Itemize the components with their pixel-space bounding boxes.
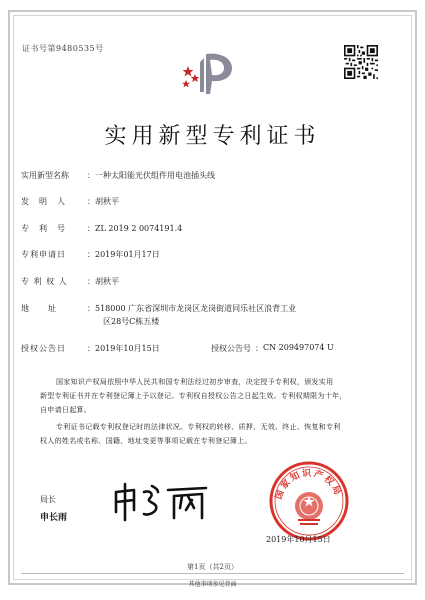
address-row: 地 址 ：518000 广东省深圳市龙岗区龙岗街道同乐社区浪背工业 区28号C栋五楼 bbox=[21, 304, 297, 326]
signer-name: 申长雨 bbox=[40, 513, 68, 523]
field-label: 授权公告号 bbox=[211, 344, 251, 353]
cnipa-logo-icon bbox=[176, 48, 240, 96]
field-label: 地 址 bbox=[21, 304, 57, 313]
certificate-number: 证书号第9480535号 bbox=[22, 44, 104, 53]
filing-date-row: 专利申请日 ：2019年01月17日 bbox=[21, 250, 160, 259]
field-label: 发 明 人 bbox=[21, 197, 66, 206]
footer-divider bbox=[21, 573, 404, 574]
field-label: 实用新型名称 bbox=[21, 171, 69, 180]
qr-code-icon bbox=[344, 45, 378, 79]
grant-statement bbox=[40, 375, 385, 417]
paragraph-line: 权人的姓名或名称、国籍、地址变更等事项记载在专利登记簿上。 bbox=[40, 437, 252, 445]
patentee-name: 胡秋平 bbox=[95, 277, 119, 286]
paragraph-line: 国家知识产权局依照中华人民共和国专利法经过初步审查，决定授予专利权，颁发实用 bbox=[56, 378, 334, 386]
patentee-row: 专 利 权 人 ：胡秋平 bbox=[21, 277, 119, 286]
utility-model-name: 一种太阳能光伏组件用电池插头线 bbox=[95, 171, 215, 180]
paragraph-line: 专利证书记载专利权登记时的法律状况。专利权的转移、质押、无效、终止、恢复和专利 bbox=[56, 423, 341, 431]
seal-date: 2019年10月15日 bbox=[266, 535, 331, 544]
certificate-title: 实用新型专利证书 bbox=[104, 124, 321, 149]
field-label: 授权公告日 bbox=[21, 344, 66, 353]
page-indicator: 第1页（共2页） bbox=[187, 563, 238, 571]
footer-note: 其他事项参见背面 bbox=[188, 581, 237, 588]
patent-number-row: 专 利 号 ：ZL 2019 2 0074191.4 bbox=[21, 224, 183, 233]
utility-model-name-row: 实用新型名称 ：一种太阳能光伏组件用电池插头线 bbox=[21, 171, 215, 180]
filing-date: 2019年01月17日 bbox=[95, 250, 160, 259]
grant-publication-number: CN 209497074 U bbox=[263, 343, 334, 352]
paragraph-line: 自申请日起算。 bbox=[40, 406, 92, 414]
signer-title: 局长 bbox=[40, 495, 56, 504]
grant-info-row: 授权公告日 ：2019年10月15日 授权公告号 ： CN 209497074 U bbox=[21, 343, 334, 353]
official-seal-icon bbox=[268, 460, 350, 542]
inventor-row: 发 明 人 ：胡秋平 bbox=[21, 197, 119, 206]
address-line-1: 518000 广东省深圳市龙岗区龙岗街道同乐社区浪背工业 bbox=[95, 304, 297, 313]
grant-date: 2019年10月15日 bbox=[95, 344, 160, 353]
field-label: 专利申请日 bbox=[21, 250, 66, 259]
paragraph-line: 新型专利证书并在专利登记簿上予以登记。专利权自授权公告之日起生效。专利权期限为十年， bbox=[40, 392, 347, 400]
seal-text: 国家知识产权局 bbox=[274, 468, 344, 501]
field-label: 专 利 号 bbox=[21, 224, 66, 233]
handwritten-signature-icon bbox=[108, 478, 213, 526]
address-line-2: 区28号C栋五楼 bbox=[103, 317, 160, 326]
legal-status-statement bbox=[40, 420, 385, 448]
field-label: 专 利 权 人 bbox=[21, 277, 68, 286]
patent-number: ZL 2019 2 0074191.4 bbox=[95, 224, 183, 233]
inventor-name: 胡秋平 bbox=[95, 197, 119, 206]
